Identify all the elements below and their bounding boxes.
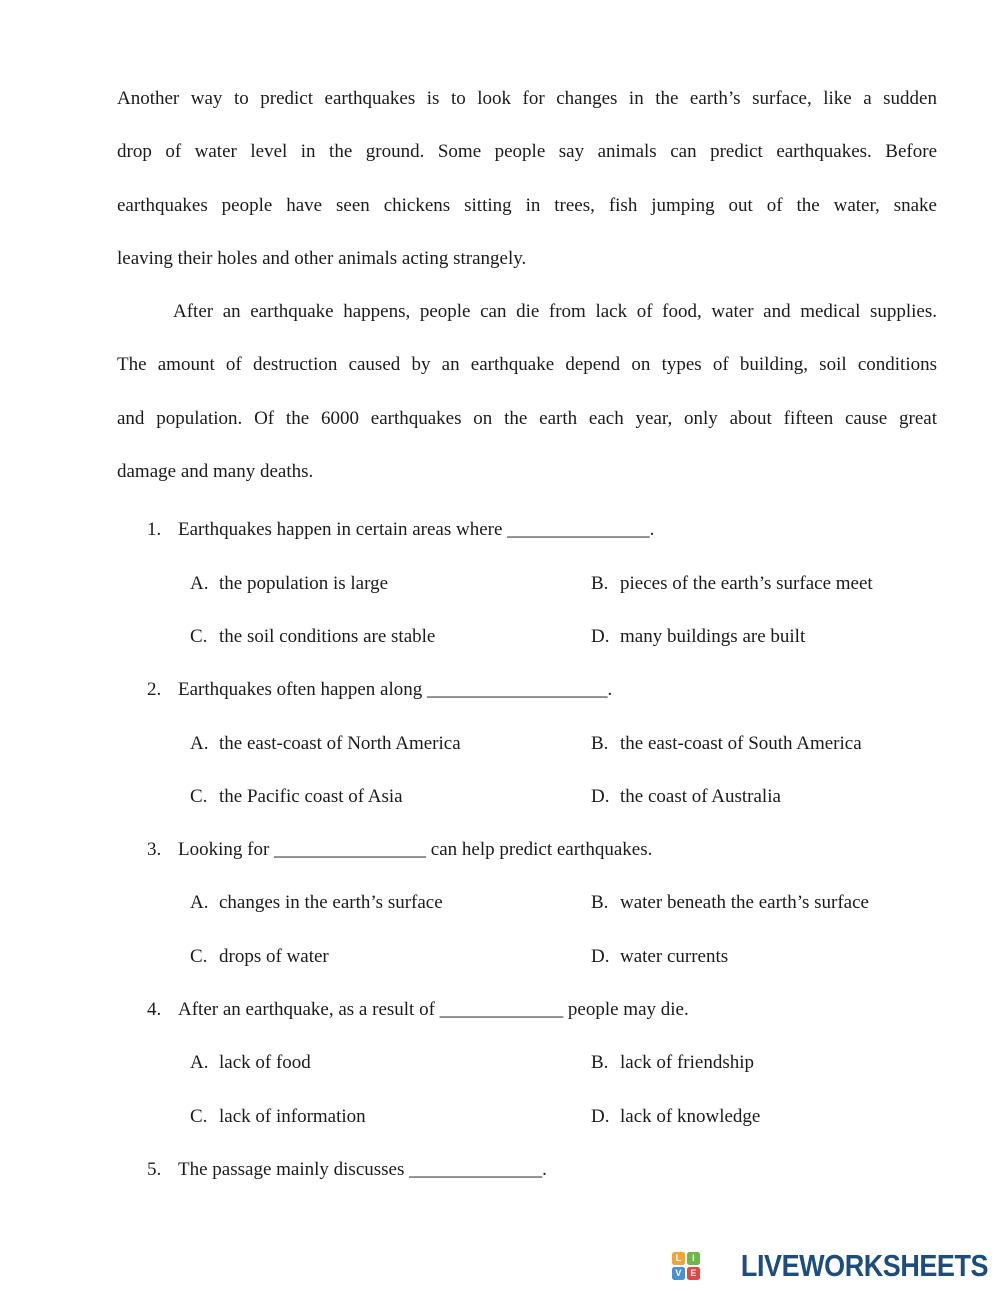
option-d (591, 1090, 760, 1143)
option-letter: D. (591, 945, 610, 967)
question-1-options-row-1 (117, 557, 937, 610)
option-c (190, 770, 591, 823)
passage-paragraph-1 (117, 72, 937, 285)
option-letter: B. (591, 892, 609, 914)
option-letter: A. (190, 732, 209, 754)
option-text: lack of friendship (620, 1052, 755, 1074)
passage-line: Another way to predict earthquakes is to look for changes in the earth’s surface, like a sudden (117, 88, 937, 109)
question-number: 3. (147, 839, 162, 861)
option-text: many buildings are built (620, 625, 806, 647)
option-text: changes in the earth’s surface (219, 892, 443, 914)
logo-tile-e: E (687, 1267, 700, 1280)
question-number: 1. (147, 519, 162, 541)
option-letter: C. (190, 625, 208, 647)
option-text: water beneath the earth’s surface (620, 892, 869, 914)
question-4-options-row-2 (117, 1090, 937, 1143)
logo-tile-v: V (672, 1267, 685, 1280)
questions-section (117, 503, 937, 1196)
question-5 (117, 1143, 937, 1196)
option-text: drops of water (219, 945, 329, 967)
option-a (190, 1036, 591, 1089)
question-number: 5. (147, 1158, 162, 1180)
passage-line: and population. Of the 6000 earthquakes on the earth each year, only about fifteen cause great (117, 407, 937, 429)
option-d (591, 610, 805, 663)
option-letter: C. (190, 1105, 208, 1127)
question-text: Earthquakes often happen along ___________________. (178, 679, 613, 701)
question-3-options-row-2 (117, 930, 937, 983)
option-b (591, 717, 862, 770)
question-text: Earthquakes happen in certain areas where _______________. (178, 519, 655, 541)
question-number: 2. (147, 679, 162, 701)
passage-line: leaving their holes and other animals acting strangely. (117, 247, 527, 269)
option-letter: D. (591, 785, 610, 807)
option-text: lack of information (219, 1105, 366, 1127)
logo-tile-l: L (672, 1252, 685, 1265)
option-text: the soil conditions are stable (219, 625, 436, 647)
option-a (190, 876, 591, 929)
question-1-options-row-2 (117, 610, 937, 663)
question-text: After an earthquake, as a result of _____________ people may die. (178, 999, 689, 1021)
option-d (591, 770, 781, 823)
option-b (591, 557, 873, 610)
question-2 (117, 663, 937, 716)
question-4 (117, 983, 937, 1036)
option-text: the coast of Australia (620, 785, 781, 807)
option-text: pieces of the earth’s surface meet (620, 572, 873, 594)
option-text: lack of food (219, 1052, 311, 1074)
passage-line: earthquakes people have seen chickens sitting in trees, fish jumping out of the water, snake (117, 194, 937, 216)
question-3 (117, 823, 937, 876)
option-b (591, 1036, 754, 1089)
option-letter: D. (591, 625, 610, 647)
option-text: the east-coast of South America (620, 732, 862, 754)
option-letter: B. (591, 732, 609, 754)
worksheet-page (117, 72, 937, 1196)
passage-line: damage and many deaths. (117, 461, 314, 483)
option-letter: C. (190, 945, 208, 967)
option-letter: A. (190, 892, 209, 914)
option-text: water currents (620, 945, 729, 967)
option-letter: A. (190, 1052, 209, 1074)
question-3-options-row-1 (117, 876, 937, 929)
liveworksheets-logo[interactable] (672, 1248, 988, 1284)
option-letter: B. (591, 572, 609, 594)
question-2-options-row-2 (117, 770, 937, 823)
option-b (591, 876, 869, 929)
option-text: the east-coast of North America (219, 732, 461, 754)
logo-tile-i: I (687, 1252, 700, 1265)
option-text: the population is large (219, 572, 389, 594)
option-letter: B. (591, 1052, 609, 1074)
option-a (190, 557, 591, 610)
option-text: the Pacific coast of Asia (219, 785, 403, 807)
question-4-options-row-1 (117, 1036, 937, 1089)
option-c (190, 930, 591, 983)
question-1 (117, 503, 937, 556)
passage-paragraph-2 (117, 285, 937, 498)
question-text: Looking for ________________ can help predict earthquakes. (178, 839, 653, 861)
option-c (190, 1090, 591, 1143)
liveworksheets-grid-icon (672, 1252, 700, 1280)
question-number: 4. (147, 999, 162, 1021)
option-a (190, 717, 591, 770)
option-letter: D. (591, 1105, 610, 1127)
question-text: The passage mainly discusses ______________. (178, 1158, 547, 1180)
passage-line: drop of water level in the ground. Some people say animals can predict earthquakes. Before (117, 141, 937, 163)
option-d (591, 930, 728, 983)
option-c (190, 610, 591, 663)
passage-line: After an earthquake happens, people can die from lack of food, water and medical supplies. (173, 301, 937, 323)
question-2-options-row-1 (117, 717, 937, 770)
option-letter: A. (190, 572, 209, 594)
brand-wordmark: LIVEWORKSHEETS (740, 1248, 988, 1283)
option-letter: C. (190, 785, 208, 807)
option-text: lack of knowledge (620, 1105, 761, 1127)
passage-line: The amount of destruction caused by an earthquake depend on types of building, soil conditions (117, 354, 937, 376)
